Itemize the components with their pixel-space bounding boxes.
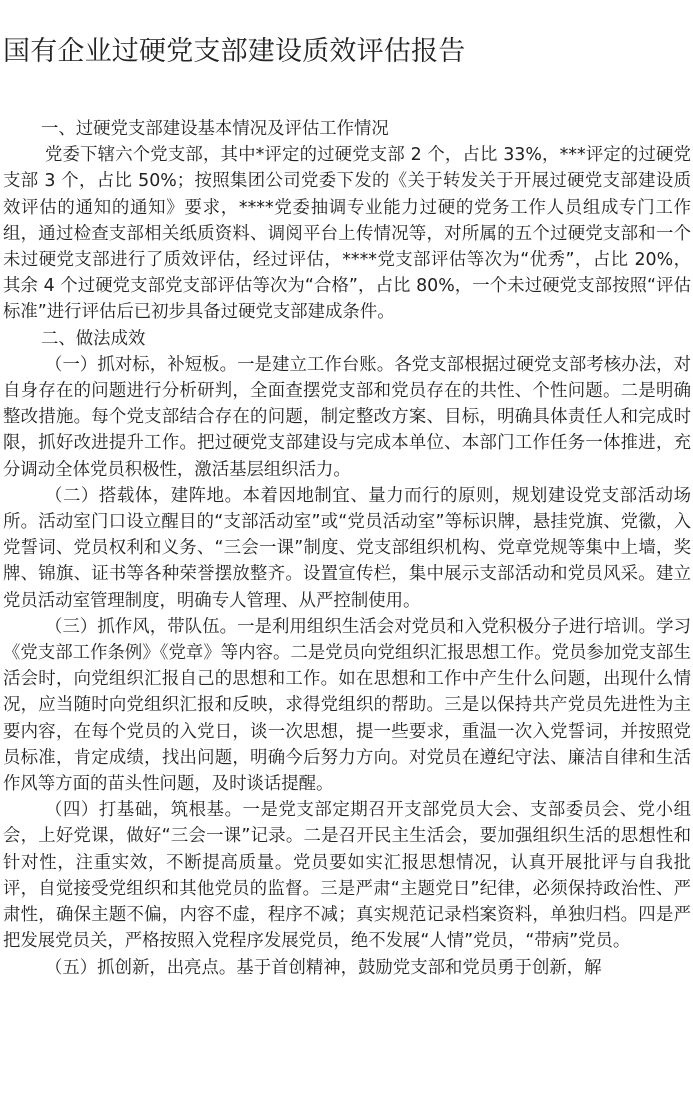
document-body [3,116,691,981]
paragraph-item-4: （四）打基础，筑根基。一是党支部定期召开支部党员大会、支部委员会、党小组会，上好党课，做好“三会一课”记录。二是召开民主生活会，要加强组织生活的思想性和针对性，注重实效，不断提高质量。党员要如实汇报思想情况，认真开展批评与自我批评，自觉接受党组织和其他党员的监督。三是严肃“主题党日”纪律，必须保持政治性、严肃性，确保主题不偏，内容不虚，程序不减；真实规范记录档案资料，单独归档。四是严把发展党员关，严格按照入党程序发展党员，绝不发展“人情”党员，“带病”党员。 [3,800,691,952]
paragraph-item-3: （三）抓作风，带队伍。一是利用组织生活会对党员和入党积极分子进行培训。学习《党支部工作条例》《党章》等内容。二是党员向党组织汇报思想工作。党员参加党支部生活会时，向党组织汇报自己的思想和工作。如在思想和工作中产生什么问题，出现什么情况，应当随时向党组织汇报和反映，求得党组织的帮助。三是以保持共产党员先进性为主要内容，在每个党员的入党日，谈一次思想，提一些要求，重温一次入党誓词，并按照党员标准，肯定成绩，找出问题，明确今后努力方向。对党员在遵纪守法、廉洁自律和生活作风等方面的苗头性问题，及时谈话提醒。 [3,616,691,795]
paragraph-item-1: （一）抓对标，补短板。一是建立工作台账。各党支部根据过硬党支部考核办法，对自身存在的问题进行分析研判，全面查摆党支部和党员存在的共性、个性问题。二是明确整改措施。每个党支部结合存在的问题，制定整改方案、目标，明确具体责任人和完成时限，抓好改进提升工作。把过硬党支部建设与完成本单位、本部门工作任务一体推进，充分调动全体党员积极性，激活基层组织活力。 [3,354,691,480]
paragraph-item-5: （五）抓创新，出亮点。基于首创精神，鼓励党支部和党员勇于创新，解 [45,957,602,978]
paragraph-item-2: （二）搭载体，建阵地。本着因地制宜、量力而行的原则，规划建设党支部活动场所。活动室门口设立醒目的“支部活动室”或“党员活动室”等标识牌，悬挂党旗、党徽，入党誓词、党员权利和义务、“三会一课”制度、党支部组织机构、党章党规等集中上墙，奖牌、锦旗、证书等各种荣誉摆放整齐。设置宣传栏，集中展示支部活动和党员风采。建立党员活动室管理制度，明确专人管理、从严控制使用。 [3,485,691,611]
section-heading-2: 二、做法成效 [41,328,146,349]
document-title: 国有企业过硬党支部建设质效评估报告 [3,36,466,67]
section-heading-1: 一、过硬党支部建设基本情况及评估工作情况 [41,119,389,139]
paragraph-overview: 党委下辖六个党支部，其中*评定的过硬党支部 2 个，占比 33%，***评定的过硬党支部 3 个，占比 50%；按照集团公司党委下发的《关于转发关于开展过硬党支部建设质效评估的通知的通知》要求，****党委抽调专业能力过硬的党务工作人员组成专门工作组，通过检查支部相关纸质资料、调阅平台上传情况等，对所属的五个过硬党支部和一个未过硬党支部进行了质效评估，经过评估，****党支部评估等次为“优秀”，占比 20%，其余 4 个过硬党支部党支部评估等次为“合格”，占比 80%，一个未过硬党支部按照“评估标准”进行评估后已初步具备过硬党支部建成条件。 [3,145,691,323]
